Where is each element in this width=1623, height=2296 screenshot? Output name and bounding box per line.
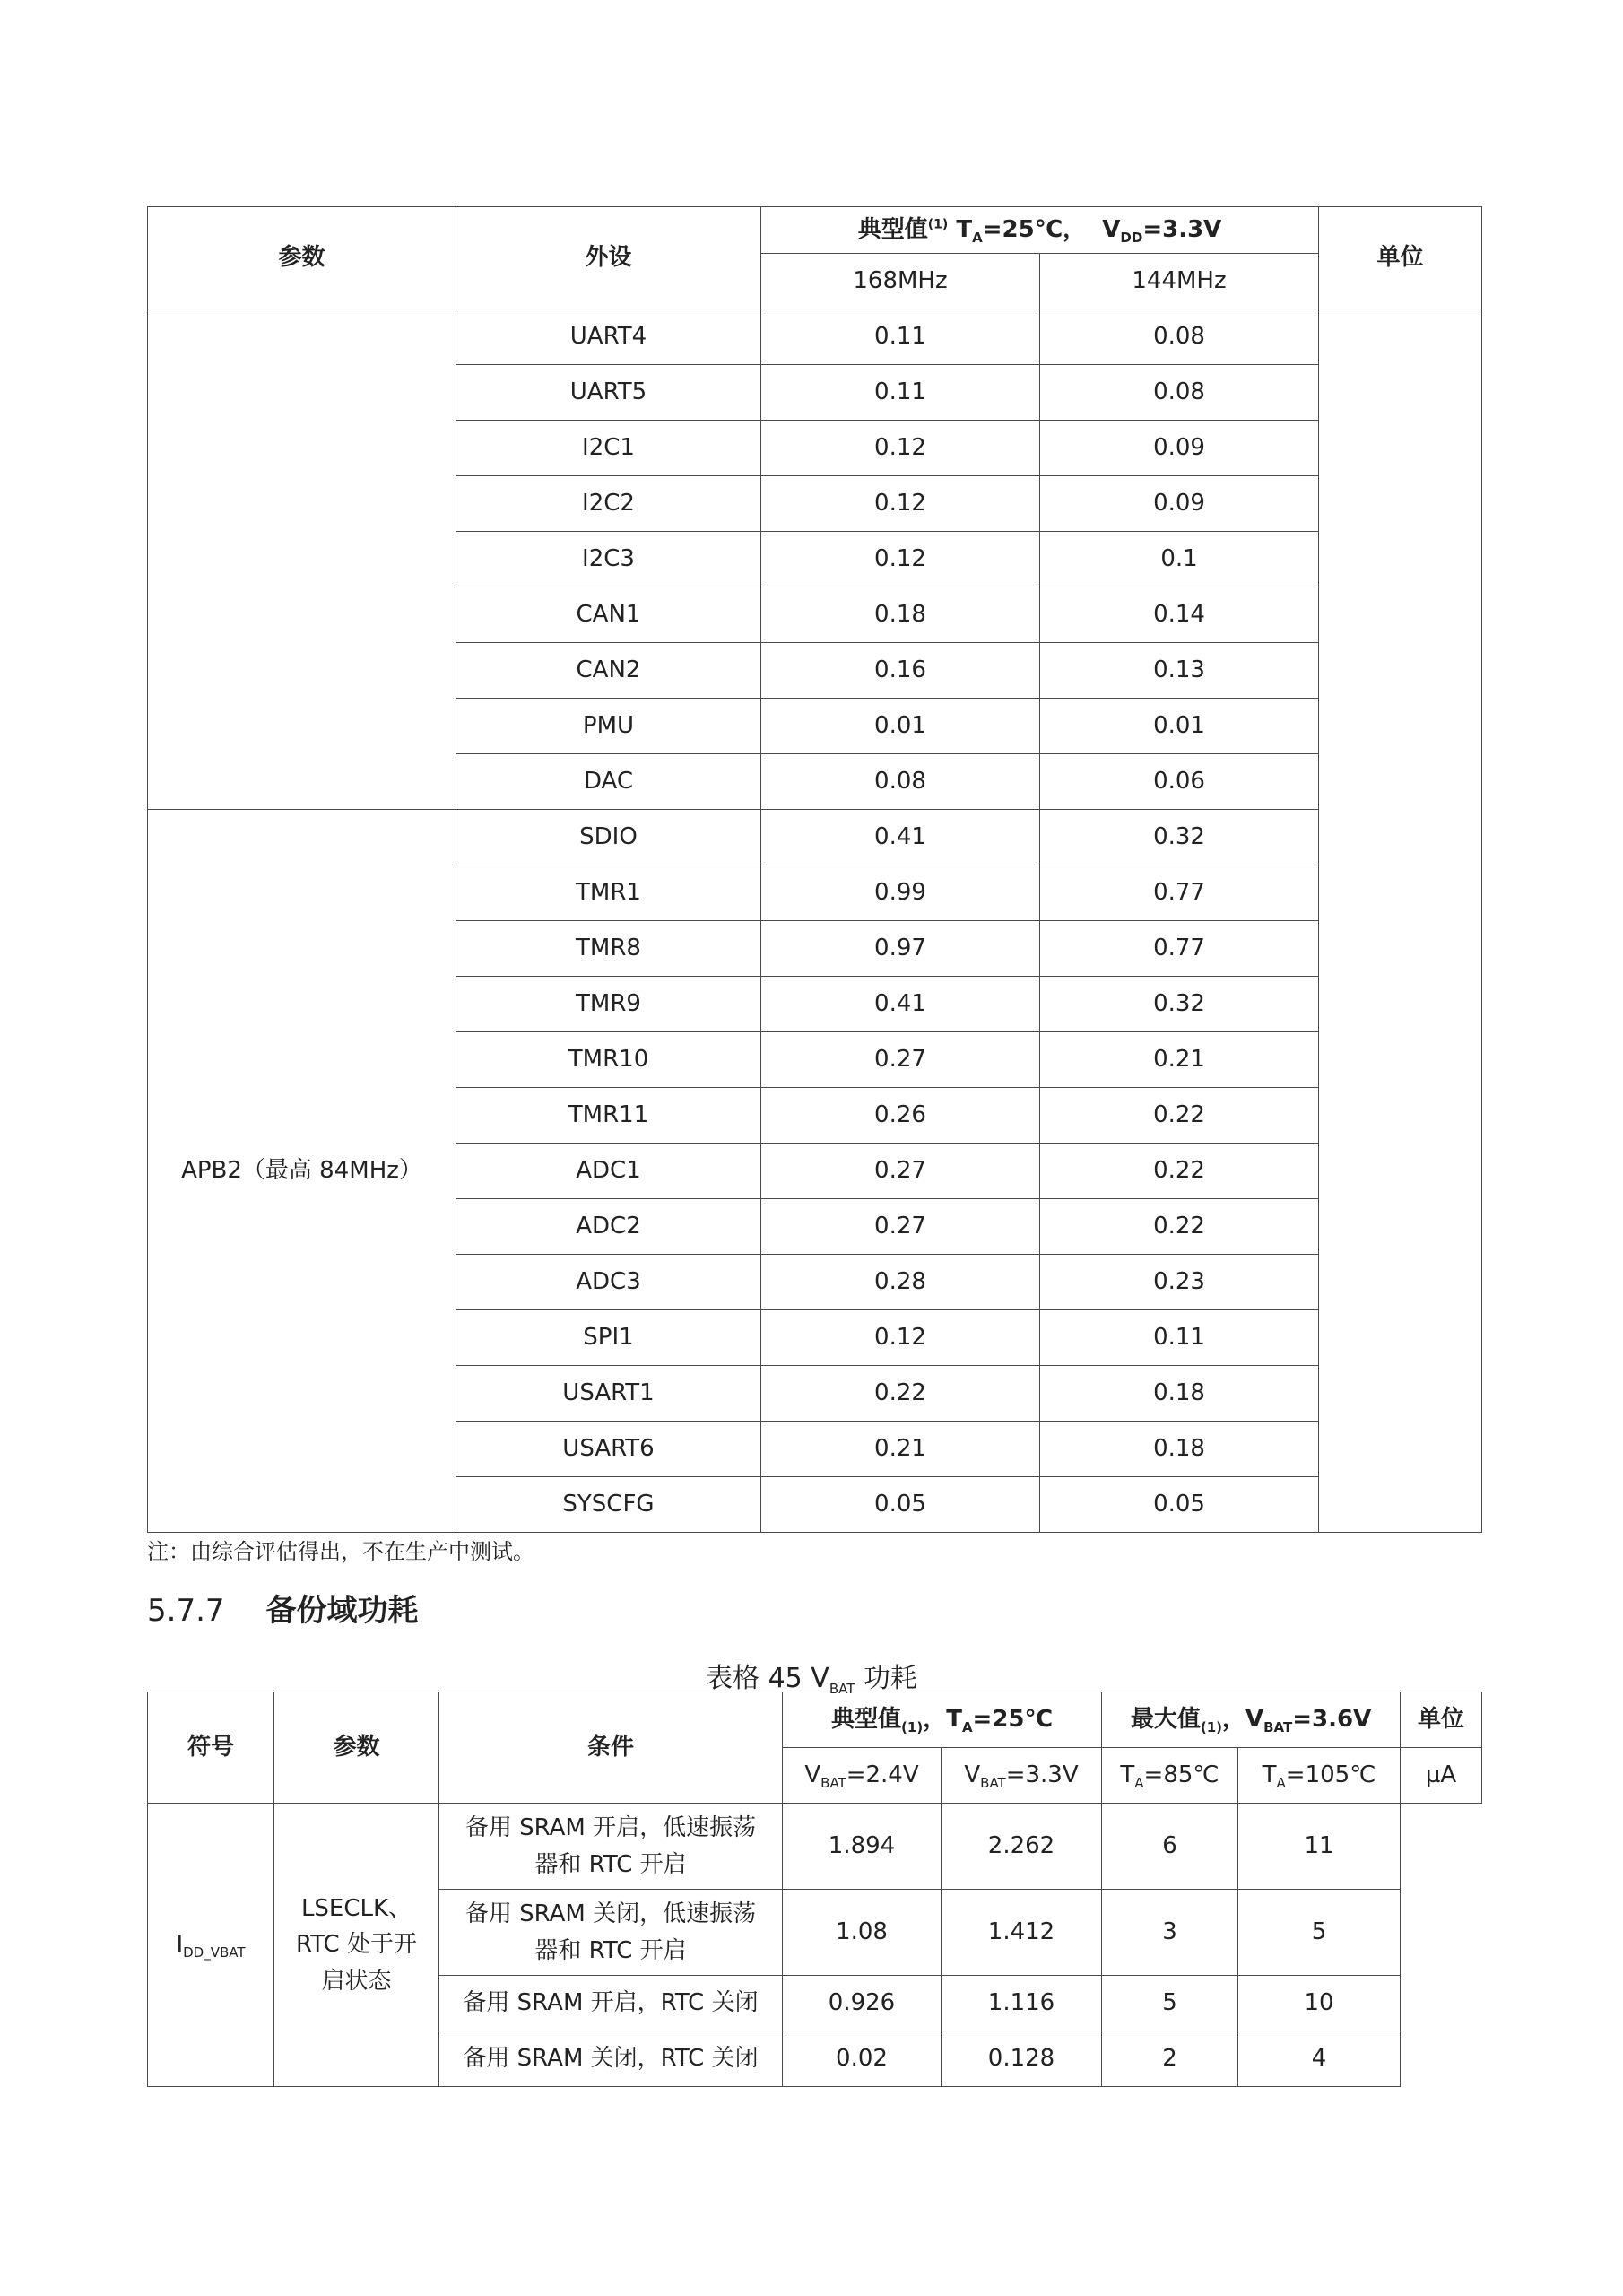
peripheral-name: DAC bbox=[456, 754, 761, 810]
peripheral-name: SYSCFG bbox=[456, 1477, 761, 1533]
peripheral-name: I2C3 bbox=[456, 532, 761, 587]
ta-subscript: A bbox=[1134, 1774, 1144, 1791]
header-unit: 单位 bbox=[1319, 207, 1482, 309]
vdd-subscript: DD bbox=[1120, 229, 1143, 246]
header-typical bbox=[783, 1692, 1102, 1748]
value-144mhz: 0.18 bbox=[1040, 1366, 1319, 1422]
section-number: 5.7.7 bbox=[147, 1593, 225, 1629]
typical-cond-value: =25℃ bbox=[972, 1705, 1053, 1733]
header-vbat-2v4 bbox=[783, 1748, 942, 1804]
value-168mhz: 0.21 bbox=[761, 1422, 1040, 1477]
typical-cond: ，T bbox=[923, 1705, 962, 1733]
param-line: RTC 处于开 bbox=[296, 1931, 417, 1959]
unit-cell bbox=[1319, 309, 1482, 1533]
header-max-label: 最大值 bbox=[1130, 1705, 1201, 1733]
value-144mhz: 0.1 bbox=[1040, 532, 1319, 587]
peripheral-name: I2C2 bbox=[456, 476, 761, 532]
ta-value: =25℃， bbox=[982, 215, 1087, 243]
header-freq-168: 168MHz bbox=[761, 254, 1040, 309]
peripheral-name: SPI1 bbox=[456, 1310, 761, 1366]
condition-line: 备用 SRAM 开启，低速振荡 bbox=[464, 1814, 757, 1842]
peripheral-name: TMR10 bbox=[456, 1032, 761, 1088]
value-168mhz: 0.26 bbox=[761, 1088, 1040, 1144]
vbat-value: =3.3V bbox=[1005, 1761, 1079, 1788]
caption-subscript: BAT bbox=[829, 1681, 855, 1697]
value-vbat-3v3: 0.128 bbox=[942, 2031, 1102, 2087]
value-ta-105: 11 bbox=[1238, 1804, 1401, 1890]
apb2-group-cell: APB2（最高 84MHz） bbox=[148, 810, 456, 1533]
value-144mhz: 0.09 bbox=[1040, 421, 1319, 476]
apb1-group-cell bbox=[148, 309, 456, 810]
max-cond-value: =3.6V bbox=[1292, 1705, 1372, 1733]
header-param: 参数 bbox=[148, 207, 456, 309]
value-168mhz: 0.12 bbox=[761, 476, 1040, 532]
condition-cell bbox=[439, 2031, 783, 2087]
peripheral-name: PMU bbox=[456, 699, 761, 754]
peripheral-name: TMR8 bbox=[456, 921, 761, 977]
value-144mhz: 0.22 bbox=[1040, 1144, 1319, 1199]
table-note: 注：由综合评估得出，不在生产中测试。 bbox=[147, 1539, 534, 1564]
vbat-current-table bbox=[147, 1692, 1482, 2087]
value-144mhz: 0.14 bbox=[1040, 587, 1319, 643]
ta-symbol: T bbox=[956, 215, 973, 243]
value-168mhz: 0.12 bbox=[761, 421, 1040, 476]
value-168mhz: 0.99 bbox=[761, 865, 1040, 921]
peripheral-name: ADC3 bbox=[456, 1255, 761, 1310]
condition-line: 备用 SRAM 关闭，RTC 关闭 bbox=[463, 2045, 759, 2073]
vbat-symbol: V bbox=[964, 1761, 981, 1788]
value-144mhz: 0.77 bbox=[1040, 921, 1319, 977]
vdd-symbol: V bbox=[1102, 215, 1121, 243]
value-168mhz: 0.12 bbox=[761, 1310, 1040, 1366]
ta-value: =85℃ bbox=[1143, 1761, 1219, 1788]
condition-line: 备用 SRAM 开启，RTC 关闭 bbox=[463, 1989, 759, 2017]
value-144mhz: 0.13 bbox=[1040, 643, 1319, 699]
value-144mhz: 0.23 bbox=[1040, 1255, 1319, 1310]
ta-symbol: T bbox=[1120, 1761, 1135, 1788]
peripheral-name: TMR1 bbox=[456, 865, 761, 921]
value-ta-105: 5 bbox=[1238, 1890, 1401, 1976]
value-ta-85: 6 bbox=[1102, 1804, 1238, 1890]
ta-subscript: A bbox=[1276, 1774, 1286, 1791]
value-144mhz: 0.09 bbox=[1040, 476, 1319, 532]
peripheral-name: ADC2 bbox=[456, 1199, 761, 1255]
footnote-ref: (1) bbox=[927, 217, 949, 232]
vbat-subscript: BAT bbox=[820, 1774, 846, 1791]
peripheral-name: CAN2 bbox=[456, 643, 761, 699]
value-ta-85: 3 bbox=[1102, 1890, 1238, 1976]
value-144mhz: 0.22 bbox=[1040, 1088, 1319, 1144]
value-144mhz: 0.06 bbox=[1040, 754, 1319, 810]
condition-cell bbox=[439, 1804, 783, 1890]
value-144mhz: 0.77 bbox=[1040, 865, 1319, 921]
value-vbat-2v4: 1.894 bbox=[783, 1804, 942, 1890]
table-row bbox=[148, 810, 1482, 865]
header-max bbox=[1102, 1692, 1401, 1748]
value-168mhz: 0.16 bbox=[761, 643, 1040, 699]
ta-symbol: T bbox=[1262, 1761, 1277, 1788]
peripheral-name: SDIO bbox=[456, 810, 761, 865]
value-168mhz: 0.08 bbox=[761, 754, 1040, 810]
peripheral-name: TMR11 bbox=[456, 1088, 761, 1144]
param-line: LSECLK、 bbox=[300, 1895, 412, 1923]
header-freq-144: 144MHz bbox=[1040, 254, 1319, 309]
symbol-main: I bbox=[176, 1930, 184, 1958]
symbol-subscript: DD_VBAT bbox=[183, 1944, 246, 1961]
header-typical-label: 典型值 bbox=[831, 1705, 902, 1733]
condition-line: 备用 SRAM 关闭，低速振荡 bbox=[464, 1900, 757, 1928]
value-168mhz: 0.22 bbox=[761, 1366, 1040, 1422]
vbat-value: =2.4V bbox=[846, 1761, 919, 1788]
caption-prefix: 表格 45 V bbox=[706, 1663, 829, 1694]
condition-cell bbox=[439, 1976, 783, 2031]
value-vbat-3v3: 1.412 bbox=[942, 1890, 1102, 1976]
peripheral-name: UART5 bbox=[456, 365, 761, 421]
value-168mhz: 0.28 bbox=[761, 1255, 1040, 1310]
value-168mhz: 0.97 bbox=[761, 921, 1040, 977]
value-vbat-2v4: 1.08 bbox=[783, 1890, 942, 1976]
value-168mhz: 0.18 bbox=[761, 587, 1040, 643]
value-144mhz: 0.08 bbox=[1040, 309, 1319, 365]
table-row bbox=[148, 1804, 1482, 1890]
value-168mhz: 0.05 bbox=[761, 1477, 1040, 1533]
header-ta-85 bbox=[1102, 1748, 1238, 1804]
vdd-value: =3.3V bbox=[1142, 215, 1222, 243]
peripheral-name: CAN1 bbox=[456, 587, 761, 643]
section-title: 备份域功耗 bbox=[265, 1593, 419, 1629]
header-typical bbox=[761, 207, 1319, 254]
value-168mhz: 0.41 bbox=[761, 810, 1040, 865]
footnote-ref: (1) bbox=[1200, 1718, 1222, 1735]
value-144mhz: 0.05 bbox=[1040, 1477, 1319, 1533]
value-144mhz: 0.01 bbox=[1040, 699, 1319, 754]
value-ta-85: 2 bbox=[1102, 2031, 1238, 2087]
header-vbat-3v3 bbox=[942, 1748, 1102, 1804]
peripheral-table-body bbox=[148, 309, 1482, 1533]
section-heading bbox=[147, 1586, 419, 1630]
vbat-table-body bbox=[148, 1804, 1482, 2087]
value-168mhz: 0.11 bbox=[761, 365, 1040, 421]
footnote-ref: (1) bbox=[901, 1718, 924, 1735]
header-unit: 单位 bbox=[1401, 1692, 1482, 1748]
max-cond: ，V bbox=[1222, 1705, 1264, 1733]
ta-subscript: A bbox=[972, 229, 983, 246]
peripheral-name: UART4 bbox=[456, 309, 761, 365]
ta-value: =105℃ bbox=[1285, 1761, 1376, 1788]
peripheral-name: USART6 bbox=[456, 1422, 761, 1477]
peripheral-name: ADC1 bbox=[456, 1144, 761, 1199]
max-cond-subscript: BAT bbox=[1263, 1718, 1293, 1735]
condition-cell bbox=[439, 1890, 783, 1976]
typical-cond-subscript: A bbox=[961, 1718, 973, 1735]
condition-line: 器和 RTC 开启 bbox=[534, 1936, 687, 1964]
value-144mhz: 0.32 bbox=[1040, 977, 1319, 1032]
value-168mhz: 0.12 bbox=[761, 532, 1040, 587]
param-cell bbox=[274, 1804, 439, 2087]
symbol-cell bbox=[148, 1804, 274, 2087]
condition-line: 器和 RTC 开启 bbox=[534, 1850, 687, 1878]
header-symbol: 符号 bbox=[148, 1692, 274, 1804]
value-144mhz: 0.22 bbox=[1040, 1199, 1319, 1255]
header-peripheral: 外设 bbox=[456, 207, 761, 309]
value-ta-105: 4 bbox=[1238, 2031, 1401, 2087]
value-168mhz: 0.27 bbox=[761, 1144, 1040, 1199]
value-144mhz: 0.21 bbox=[1040, 1032, 1319, 1088]
value-ta-85: 5 bbox=[1102, 1976, 1238, 2031]
header-condition: 条件 bbox=[439, 1692, 783, 1804]
value-vbat-3v3: 2.262 bbox=[942, 1804, 1102, 1890]
value-168mhz: 0.01 bbox=[761, 699, 1040, 754]
value-144mhz: 0.11 bbox=[1040, 1310, 1319, 1366]
vbat-subscript: BAT bbox=[980, 1774, 1006, 1791]
value-168mhz: 0.27 bbox=[761, 1199, 1040, 1255]
value-144mhz: 0.18 bbox=[1040, 1422, 1319, 1477]
value-144mhz: 0.08 bbox=[1040, 365, 1319, 421]
peripheral-name: I2C1 bbox=[456, 421, 761, 476]
unit-cell: µA bbox=[1401, 1748, 1482, 1804]
header-param: 参数 bbox=[274, 1692, 439, 1804]
param-line: 启状态 bbox=[321, 1967, 392, 1995]
vbat-symbol: V bbox=[804, 1761, 821, 1788]
value-vbat-2v4: 0.02 bbox=[783, 2031, 942, 2087]
peripheral-name: USART1 bbox=[456, 1366, 761, 1422]
value-vbat-3v3: 1.116 bbox=[942, 1976, 1102, 2031]
peripheral-current-table bbox=[147, 206, 1482, 1533]
table-row bbox=[148, 309, 1482, 365]
value-168mhz: 0.27 bbox=[761, 1032, 1040, 1088]
caption-suffix: 功耗 bbox=[855, 1663, 917, 1694]
value-168mhz: 0.11 bbox=[761, 309, 1040, 365]
value-vbat-2v4: 0.926 bbox=[783, 1976, 942, 2031]
header-typical-label: 典型值 bbox=[857, 215, 928, 243]
header-ta-105 bbox=[1238, 1748, 1401, 1804]
peripheral-name: TMR9 bbox=[456, 977, 761, 1032]
value-144mhz: 0.32 bbox=[1040, 810, 1319, 865]
value-168mhz: 0.41 bbox=[761, 977, 1040, 1032]
value-ta-105: 10 bbox=[1238, 1976, 1401, 2031]
